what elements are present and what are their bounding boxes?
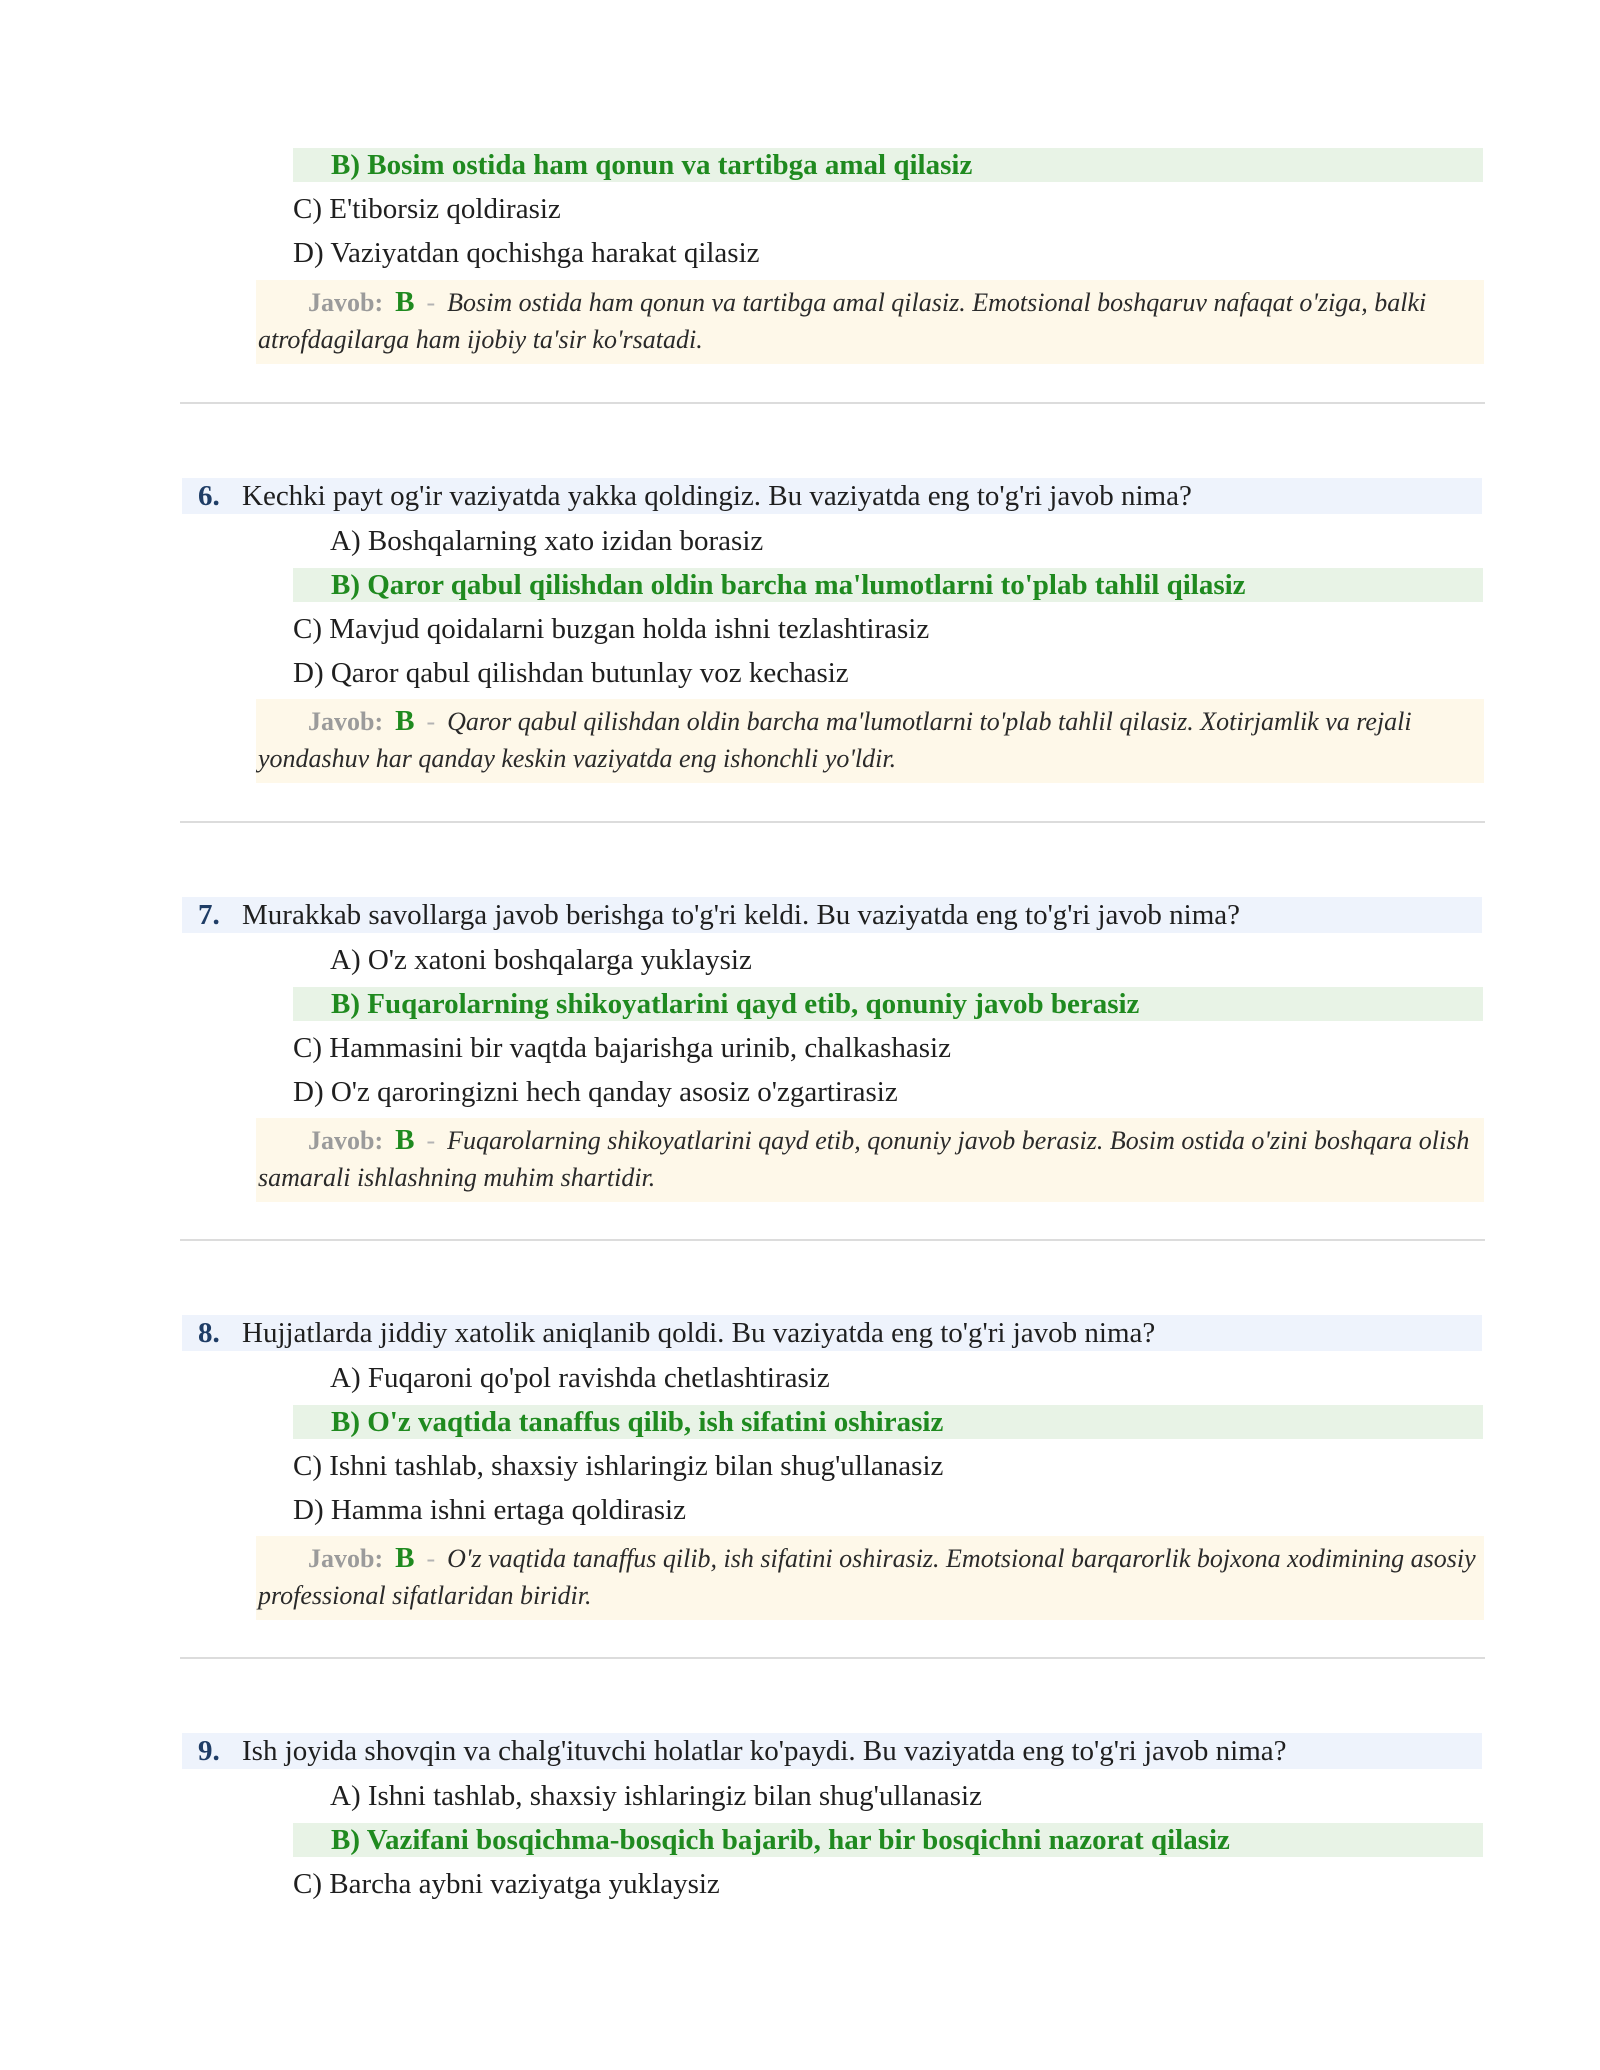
answer-dash: - <box>426 288 436 317</box>
question-text: Hujjatlarda jiddiy xatolik aniqlanib qoldi. Bu vaziyatda eng to'g'ri javob nima? <box>242 1317 1156 1349</box>
answer-box <box>256 1536 1484 1620</box>
option-b-correct: B) Fuqarolarning shikoyatlarini qayd etib, qonuniy javob berasiz <box>293 987 1483 1021</box>
option-b-correct: B) O'z vaqtida tanaffus qilib, ish sifatini oshirasiz <box>293 1405 1483 1439</box>
answer-box <box>256 280 1484 364</box>
option-c: C) Barcha aybni vaziyatga yuklaysiz <box>293 1868 720 1900</box>
answer-explanation: O'z vaqtida tanaffus qilib, ish sifatini oshirasiz. Emotsional barqarorlik bojxona xodimining asosiy professional sifatlaridan biridir. <box>258 1544 1476 1610</box>
answer-label: Javob: <box>308 1126 384 1155</box>
divider <box>180 1657 1485 1659</box>
answer-label: Javob: <box>308 1544 384 1573</box>
divider <box>180 821 1485 823</box>
answer-explanation: Fuqarolarning shikoyatlarini qayd etib, qonuniy javob berasiz. Bosim ostida o'zini boshqara olish samarali ishlashning muhim shartidir. <box>258 1126 1470 1192</box>
question-text: Ish joyida shovqin va chalg'ituvchi holatlar ko'paydi. Bu vaziyatda eng to'g'ri javob nima? <box>242 1735 1287 1767</box>
question-8 <box>182 1315 1482 1351</box>
divider <box>180 1239 1485 1241</box>
answer-letter: B <box>395 1542 415 1574</box>
question-number: 6. <box>198 480 220 512</box>
option-d: D) Vaziyatdan qochishga harakat qilasiz <box>293 237 760 269</box>
option-a: A) O'z xatoni boshqalarga yuklaysiz <box>330 944 752 976</box>
divider <box>180 402 1485 404</box>
answer-dash: - <box>426 707 436 736</box>
question-number: 9. <box>198 1735 220 1767</box>
option-c: C) Ishni tashlab, shaxsiy ishlaringiz bilan shug'ullanasiz <box>293 1450 944 1482</box>
answer-explanation: Qaror qabul qilishdan oldin barcha ma'lumotlarni to'plab tahlil qilasiz. Xotirjamlik va rejali yondashuv har qanday keskin vaziyatda eng ishonchli yo'ldir. <box>258 707 1412 773</box>
option-c: C) Hammasini bir vaqtda bajarishga urinib, chalkashasiz <box>293 1032 951 1064</box>
question-number: 7. <box>198 899 220 931</box>
question-text: Kechki payt og'ir vaziyatda yakka qoldingiz. Bu vaziyatda eng to'g'ri javob nima? <box>242 480 1192 512</box>
answer-box <box>256 699 1484 783</box>
answer-label: Javob: <box>308 288 384 317</box>
option-d: D) Hamma ishni ertaga qoldirasiz <box>293 1494 686 1526</box>
answer-letter: B <box>395 1124 415 1156</box>
option-a: A) Ishni tashlab, shaxsiy ishlaringiz bilan shug'ullanasiz <box>330 1780 982 1812</box>
option-a: A) Boshqalarning xato izidan borasiz <box>330 525 764 557</box>
answer-dash: - <box>426 1544 436 1573</box>
answer-letter: B <box>395 705 415 737</box>
option-b-correct: B) Vazifani bosqichma-bosqich bajarib, har bir bosqichni nazorat qilasiz <box>293 1823 1483 1857</box>
answer-letter: B <box>395 286 415 318</box>
option-b-correct: B) Qaror qabul qilishdan oldin barcha ma'lumotlarni to'plab tahlil qilasiz <box>293 568 1483 602</box>
answer-box <box>256 1118 1484 1202</box>
option-b-correct: B) Bosim ostida ham qonun va tartibga amal qilasiz <box>293 148 1483 182</box>
question-6 <box>182 478 1482 514</box>
answer-explanation: Bosim ostida ham qonun va tartibga amal qilasiz. Emotsional boshqaruv nafaqat o'ziga, balki atrofdagilarga ham ijobiy ta'sir ko'rsatadi. <box>258 288 1427 354</box>
option-d: D) O'z qaroringizni hech qanday asosiz o'zgartirasiz <box>293 1076 898 1108</box>
question-7 <box>182 897 1482 933</box>
question-text: Murakkab savollarga javob berishga to'g'ri keldi. Bu vaziyatda eng to'g'ri javob nima? <box>242 899 1241 931</box>
option-c: C) E'tiborsiz qoldirasiz <box>293 193 561 225</box>
answer-dash: - <box>426 1126 436 1155</box>
answer-label: Javob: <box>308 707 384 736</box>
question-number: 8. <box>198 1317 220 1349</box>
option-c: C) Mavjud qoidalarni buzgan holda ishni tezlashtirasiz <box>293 613 930 645</box>
option-d: D) Qaror qabul qilishdan butunlay voz kechasiz <box>293 657 849 689</box>
question-9 <box>182 1733 1482 1769</box>
option-a: A) Fuqaroni qo'pol ravishda chetlashtirasiz <box>330 1362 830 1394</box>
